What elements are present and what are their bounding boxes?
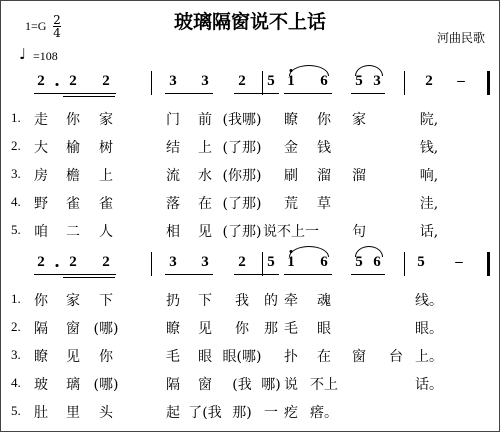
quarter-note-icon: ♩ bbox=[19, 45, 27, 63]
note: 2 bbox=[238, 73, 246, 89]
lyric-syllable: 眼。 bbox=[415, 321, 443, 337]
lyric-syllable: 榆 bbox=[66, 140, 80, 156]
lyric-syllable: 你 bbox=[317, 112, 331, 128]
time-numerator: 2 bbox=[53, 13, 61, 27]
note: – bbox=[457, 73, 465, 89]
lyric-syllable: 钱, bbox=[419, 140, 439, 156]
beam bbox=[284, 274, 332, 275]
time-signature bbox=[53, 14, 61, 39]
lyric-syllable: 句 bbox=[352, 224, 366, 240]
bar-line bbox=[151, 71, 152, 95]
lyric-syllable: 毛 bbox=[284, 321, 298, 337]
lyric-syllable: 里 bbox=[66, 405, 80, 421]
lyric-syllable: 毛 bbox=[166, 349, 180, 365]
note: 3 bbox=[169, 254, 177, 270]
lyric-syllable: 魂 bbox=[317, 293, 331, 309]
verse-number: 1. bbox=[11, 110, 21, 125]
lyric-syllable: 台 bbox=[389, 349, 403, 365]
lyric-syllable: 窗 bbox=[352, 349, 366, 365]
lyric-syllable: 金 bbox=[284, 140, 298, 156]
slur bbox=[289, 246, 329, 257]
lyric-syllable: 你 bbox=[235, 321, 249, 337]
note: 3 bbox=[169, 73, 177, 89]
lyric-syllable: 疙 bbox=[284, 405, 298, 421]
lyric-syllable: 落 bbox=[166, 196, 180, 212]
beam bbox=[63, 96, 115, 97]
lyric-syllable: (了那) bbox=[222, 196, 262, 212]
slur bbox=[289, 65, 329, 76]
bar-line bbox=[262, 71, 263, 95]
note: 2 bbox=[69, 254, 77, 270]
augmentation-dot bbox=[56, 83, 59, 86]
verse-number: 4. bbox=[11, 194, 21, 209]
final-bar-line bbox=[487, 71, 490, 95]
note: – bbox=[455, 254, 463, 270]
note: 1 bbox=[287, 73, 295, 89]
slur bbox=[355, 65, 383, 76]
lyric-syllable: 大 bbox=[34, 140, 48, 156]
beam bbox=[165, 93, 213, 94]
note: 5 bbox=[355, 73, 363, 89]
lyric-syllable: 家 bbox=[66, 293, 80, 309]
lyric-syllable: 话。 bbox=[415, 377, 443, 393]
lyric-syllable: 隔 bbox=[166, 377, 180, 393]
verse-number: 3. bbox=[11, 166, 21, 181]
lyric-syllable: 院, bbox=[419, 112, 439, 128]
lyric-syllable: 哪) bbox=[261, 377, 281, 393]
note: 2 bbox=[102, 254, 110, 270]
note: 1 bbox=[287, 254, 295, 270]
lyric-syllable: 房 bbox=[34, 168, 48, 184]
lyric-syllable: 流 bbox=[166, 168, 180, 184]
lyric-syllable: 见 bbox=[198, 321, 212, 337]
lyric-syllable: (你那) bbox=[222, 168, 262, 184]
lyric-syllable: (了那) bbox=[222, 224, 262, 240]
lyric-syllable: 窗 bbox=[198, 377, 212, 393]
lyric-syllable: 檐 bbox=[66, 168, 80, 184]
lyric-syllable: 扔 bbox=[166, 293, 180, 309]
bar-line bbox=[404, 71, 405, 95]
lyric-syllable: 溜 bbox=[352, 168, 366, 184]
lyric-syllable: 扑 bbox=[284, 349, 298, 365]
beam bbox=[165, 274, 213, 275]
lyric-syllable: 草 bbox=[317, 196, 331, 212]
note: 5 bbox=[267, 254, 275, 270]
note: 2 bbox=[37, 254, 45, 270]
lyric-syllable: 上 bbox=[198, 140, 212, 156]
lyric-syllable: 下 bbox=[198, 293, 212, 309]
beam bbox=[284, 93, 332, 94]
song-source: 河曲民歌 bbox=[436, 31, 485, 45]
verse-number: 4. bbox=[11, 375, 21, 390]
lyric-syllable: (哪) bbox=[93, 321, 119, 337]
lyric-syllable: 相 bbox=[166, 224, 180, 240]
verse-number: 3. bbox=[11, 347, 21, 362]
note: 2 bbox=[69, 73, 77, 89]
verse-number: 2. bbox=[11, 138, 21, 153]
lyric-syllable: 上。 bbox=[415, 349, 443, 365]
lyric-syllable: 眼 bbox=[317, 321, 331, 337]
beam bbox=[34, 93, 116, 94]
verse-number: 5. bbox=[11, 222, 21, 237]
lyric-syllable: 雀 bbox=[66, 196, 80, 212]
lyric-syllable: 你 bbox=[66, 112, 80, 128]
note: 3 bbox=[201, 254, 209, 270]
lyric-syllable: 起 bbox=[166, 405, 180, 421]
bar-line bbox=[151, 252, 152, 276]
final-bar-line bbox=[487, 252, 490, 276]
lyric-syllable: 你 bbox=[99, 349, 113, 365]
lyric-syllable: 在 bbox=[198, 196, 212, 212]
lyric-syllable: 前 bbox=[198, 112, 212, 128]
lyric-syllable: 那) bbox=[232, 405, 252, 421]
lyric-syllable: 走 bbox=[34, 112, 48, 128]
note: 6 bbox=[373, 254, 381, 270]
lyric-syllable: 话, bbox=[419, 224, 439, 240]
lyric-syllable: 那 bbox=[264, 321, 278, 337]
lyric-syllable: 结 bbox=[166, 140, 180, 156]
bar-line bbox=[404, 252, 405, 276]
augmentation-dot bbox=[56, 264, 59, 267]
lyric-syllable: 窗 bbox=[66, 321, 80, 337]
lyric-syllable: 树 bbox=[99, 140, 113, 156]
lyric-syllable: 不上 bbox=[310, 377, 338, 393]
lyric-syllable: 刷 bbox=[284, 168, 298, 184]
lyric-syllable: (哪) bbox=[93, 377, 119, 393]
lyric-syllable: 眼 bbox=[198, 349, 212, 365]
lyric-syllable: 瞭 bbox=[166, 321, 180, 337]
lyric-syllable: 玻 bbox=[34, 377, 48, 393]
lyric-syllable: 瘩。 bbox=[310, 405, 338, 421]
beam bbox=[234, 93, 279, 94]
lyric-syllable: (我哪) bbox=[222, 112, 262, 128]
beam bbox=[34, 274, 116, 275]
lyric-syllable: 人 bbox=[99, 224, 113, 240]
note: 6 bbox=[320, 254, 328, 270]
lyric-syllable: 水 bbox=[198, 168, 212, 184]
song-title: 玻璃隔窗说不上话 bbox=[173, 11, 326, 33]
lyric-syllable: 见 bbox=[198, 224, 212, 240]
lyric-syllable: 溜 bbox=[317, 168, 331, 184]
lyric-syllable: 野 bbox=[34, 196, 48, 212]
lyric-syllable: 下 bbox=[99, 293, 113, 309]
lyric-syllable: 见 bbox=[66, 349, 80, 365]
lyric-syllable: 荒 bbox=[284, 196, 298, 212]
lyric-syllable: 瞭 bbox=[284, 112, 298, 128]
lyric-syllable: 咱 bbox=[34, 224, 48, 240]
lyric-syllable: 隔 bbox=[34, 321, 48, 337]
verse-number: 5. bbox=[11, 403, 21, 418]
lyric-syllable: 家 bbox=[352, 112, 366, 128]
lyric-syllable: 门 bbox=[166, 112, 180, 128]
key-signature: 1=G bbox=[25, 19, 47, 33]
lyric-syllable: 雀 bbox=[99, 196, 113, 212]
lyric-syllable: 你 bbox=[34, 293, 48, 309]
lyric-syllable: 上 bbox=[99, 168, 113, 184]
lyric-syllable: 眼(哪) bbox=[222, 349, 262, 365]
lyric-syllable: (了那) bbox=[222, 140, 262, 156]
lyric-syllable: (我 bbox=[232, 377, 252, 393]
lyric-syllable: 家 bbox=[99, 112, 113, 128]
tempo-marking: =108 bbox=[33, 49, 58, 63]
beam bbox=[351, 274, 385, 275]
beam bbox=[63, 277, 115, 278]
note: 5 bbox=[355, 254, 363, 270]
slur bbox=[355, 246, 383, 257]
note: 2 bbox=[425, 73, 433, 89]
note: 5 bbox=[267, 73, 275, 89]
note: 2 bbox=[102, 73, 110, 89]
note: 2 bbox=[37, 73, 45, 89]
verse-number: 1. bbox=[11, 291, 21, 306]
lyric-syllable: 肚 bbox=[34, 405, 48, 421]
lyric-syllable: 说不上一 bbox=[263, 224, 319, 240]
lyric-syllable: 钱 bbox=[317, 140, 331, 156]
verse-number: 2. bbox=[11, 319, 21, 334]
lyric-syllable: 瞭 bbox=[34, 349, 48, 365]
beam bbox=[351, 93, 385, 94]
note: 3 bbox=[201, 73, 209, 89]
beam bbox=[234, 274, 279, 275]
lyric-syllable: 我 bbox=[235, 293, 249, 309]
note: 6 bbox=[320, 73, 328, 89]
lyric-syllable: 璃 bbox=[66, 377, 80, 393]
lyric-syllable: 响, bbox=[419, 168, 439, 184]
lyric-syllable: 一 bbox=[264, 405, 278, 421]
lyric-syllable: 了(我 bbox=[188, 405, 222, 421]
lyric-syllable: 线。 bbox=[415, 293, 443, 309]
time-denominator: 4 bbox=[53, 26, 61, 40]
bar-line bbox=[262, 252, 263, 276]
note: 5 bbox=[417, 254, 425, 270]
lyric-syllable: 的 bbox=[264, 293, 278, 309]
note: 3 bbox=[373, 73, 381, 89]
lyric-syllable: 牵 bbox=[284, 293, 298, 309]
lyric-syllable: 洼, bbox=[419, 196, 439, 212]
note: 2 bbox=[238, 254, 246, 270]
lyric-syllable: 在 bbox=[317, 349, 331, 365]
lyric-syllable: 说 bbox=[284, 377, 298, 393]
lyric-syllable: 头 bbox=[99, 405, 113, 421]
lyric-syllable: 二 bbox=[66, 224, 80, 240]
